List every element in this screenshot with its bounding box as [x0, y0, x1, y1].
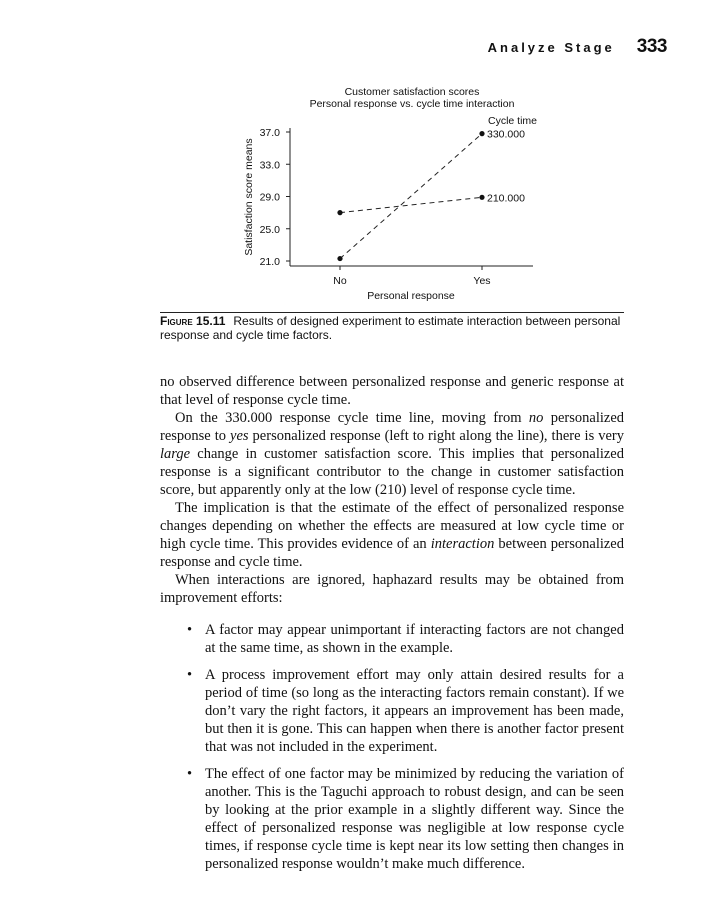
body-text	[160, 373, 624, 882]
figure-number: 15.11	[196, 314, 226, 328]
y-tick-label-1: 33.0	[259, 159, 280, 172]
figure-label	[160, 314, 225, 328]
caption-rule	[160, 312, 624, 313]
running-title: Analyze Stage	[487, 40, 615, 55]
p2-emphasis-no: no	[528, 410, 544, 426]
series-line-330.000	[340, 134, 482, 259]
list-item-text: A process improvement effort may only attain desired results for a period of time (so long as the interacting factors remain constant). If we don’t vary the right factors, it appears an improvement has been made, but then it is gone. This can happen when there is another factor present that was not included in the experiment.	[205, 667, 624, 755]
list-item-text: The effect of one factor may be minimized by reducing the variation of another. This is the Taguchi approach to robust design, and can be seen by looking at the prior example in a slightly different way. Since the effect of personalized response was negligible at low response cycle times, if response cycle time is kept near its low setting then changes in personalized response wouldn’t make much difference.	[205, 766, 624, 872]
page-number: 333	[636, 36, 667, 57]
list-item	[160, 621, 624, 657]
chart-marks	[260, 127, 526, 287]
p2-text-b: personalized response to	[160, 410, 625, 444]
p2-emphasis-large: large	[160, 446, 191, 462]
series-label-330.000: 330.000	[487, 128, 525, 141]
bullet-list	[160, 621, 624, 873]
p2-text-d: change in customer satisfaction score. This implies that personalized response is a significant contributor to the change in customer satisfaction score, but apparently only at the low (210) level of response cycle time.	[160, 446, 624, 498]
p2-text-a: On the 330.000 response cycle time line, moving from	[175, 410, 529, 426]
figure-caption-text: Results of designed experiment to estimate interaction between personal response and cycle time factors.	[160, 314, 621, 342]
x-tick-label-0: No	[333, 275, 347, 287]
bullet-marker: •	[187, 622, 193, 638]
figure-caption	[160, 314, 630, 342]
series-line-210.000	[340, 197, 482, 212]
chart-title: Customer satisfaction scores	[344, 86, 480, 98]
y-tick-label-2: 29.0	[259, 191, 280, 204]
interaction-chart	[0, 0, 715, 310]
list-item	[160, 765, 624, 873]
legend-title: Cycle time	[488, 115, 538, 127]
figure-label-word: Figure	[160, 314, 193, 328]
bullet-marker: •	[187, 766, 193, 782]
p3-emphasis-interaction: interaction	[430, 536, 495, 552]
list-item	[160, 666, 624, 756]
y-tick-label-0: 37.0	[259, 127, 280, 139]
p2-emphasis-yes: yes	[230, 428, 249, 444]
p3-text-a: The implication is that the estimate of the effect of personalized response changes depending on whether the effects are measured at low cycle time or high cycle time. This provides evidence of an	[160, 500, 624, 552]
data-point-210.000-No	[337, 210, 342, 215]
bullet-marker: •	[187, 667, 193, 683]
paragraph-3	[160, 499, 624, 571]
data-point-330.000-Yes	[479, 131, 484, 136]
x-axis-label: Personal response	[367, 290, 455, 302]
p3-text-b: between personalized response and cycle time.	[160, 536, 624, 570]
y-tick-label-3: 25.0	[259, 223, 280, 236]
paragraph-4: When interactions are ignored, haphazard results may be obtained from improvement efforts:	[160, 572, 624, 606]
chart-subtitle: Personal response vs. cycle time interaction	[309, 98, 515, 110]
p2-text-c: personalized response (left to right along the line), there is very	[248, 428, 624, 444]
y-axis-label: Satisfaction score means	[243, 138, 255, 256]
data-point-330.000-No	[337, 256, 342, 261]
series-label-210.000: 210.000	[487, 192, 525, 205]
paragraph-1: no observed difference between personalized response and generic response at that level of response cycle time.	[160, 374, 624, 408]
data-point-210.000-Yes	[479, 195, 484, 200]
y-tick-label-4: 21.0	[259, 256, 280, 268]
paragraph-2	[160, 409, 624, 499]
x-tick-label-1: Yes	[473, 275, 491, 287]
list-item-text: A factor may appear unimportant if interacting factors are not changed at the same time, as shown in the example.	[205, 622, 624, 656]
